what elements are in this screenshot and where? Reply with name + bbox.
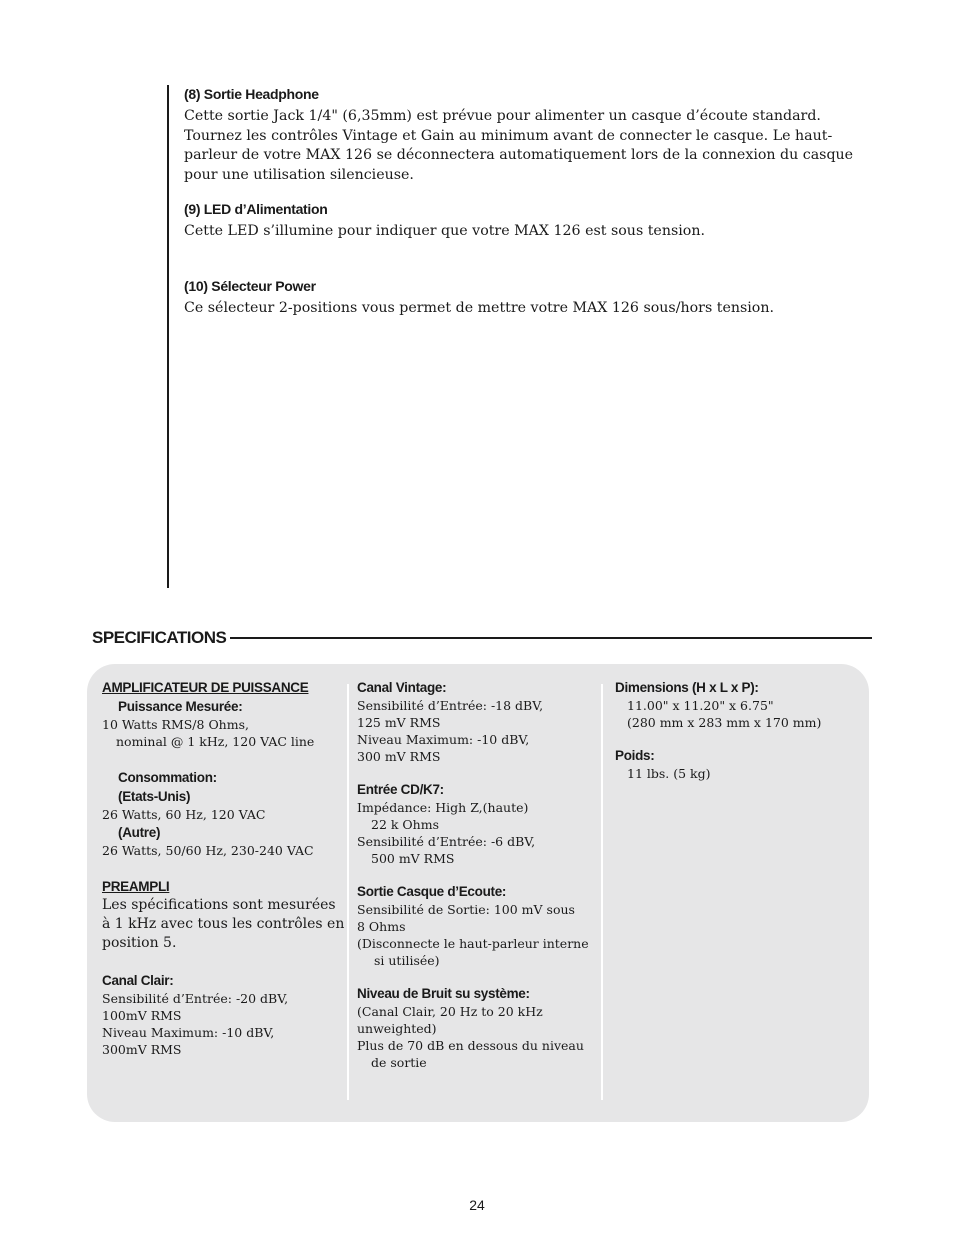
spec-label: Entrée CD/K7: xyxy=(357,782,444,797)
spec-value: Niveau Maximum: -10 dBV, xyxy=(102,1025,275,1040)
feature-text: Cette sortie Jack 1/4" (6,35mm) est prévue pour alimenter un casque d’écoute standard. Tournez les contrôles Vintage et Gain au minimum avant de connecter le casque. Le haut-parleur de votre MAX 126 se déconnectera automatiquement lors de la connexion du casque pour une utilisation silencieuse. xyxy=(184,108,854,183)
spec-label: Niveau de Bruit su système: xyxy=(357,986,530,1001)
section-title: PREAMPLI xyxy=(102,879,170,894)
spec-value: Impédance: High Z,(haute) xyxy=(357,800,529,815)
spec-value: (Canal Clair, 20 Hz to 20 kHz xyxy=(357,1004,543,1019)
spec-label: Poids: xyxy=(615,748,655,763)
spec-value: Sensibilité d’Entrée: -20 dBV, xyxy=(102,991,289,1006)
spec-value: 8 Ohms xyxy=(357,919,406,934)
spec-value: 100mV RMS xyxy=(102,1008,182,1023)
feature-title: (10) Sélecteur Power xyxy=(184,278,316,294)
spec-label: (Etats-Unis) xyxy=(118,789,191,804)
feature-headphone-output xyxy=(184,86,874,185)
feature-title: (9) LED d’Alimentation xyxy=(184,201,328,217)
spec-value: 300 mV RMS xyxy=(357,749,441,764)
spec-value: si utilisée) xyxy=(374,953,440,968)
spec-value: 22 k Ohms xyxy=(371,817,439,832)
spec-value: nominal @ 1 kHz, 120 VAC line xyxy=(116,734,315,749)
spec-label: (Autre) xyxy=(118,825,161,840)
spec-label: Sortie Casque d’Ecoute: xyxy=(357,884,507,899)
spec-value: (Disconnecte le haut-parleur interne xyxy=(357,936,589,951)
spec-value: (280 mm x 283 mm x 170 mm) xyxy=(627,715,822,730)
spec-value: 26 Watts, 50/60 Hz, 230-240 VAC xyxy=(102,843,314,858)
spec-label: Puissance Mesurée: xyxy=(118,699,243,714)
spec-column-2 xyxy=(357,678,597,1071)
spec-value: de sortie xyxy=(371,1055,427,1070)
spec-value: Sensibilité d’Entrée: -18 dBV, xyxy=(357,698,544,713)
spec-value: 11.00" x 11.20" x 6.75" xyxy=(627,698,774,713)
spec-value: Niveau Maximum: -10 dBV, xyxy=(357,732,530,747)
specifications-panel xyxy=(87,664,869,1122)
feature-power-switch xyxy=(184,278,774,319)
section-text: Les spécifications sont mesurées à 1 kHz avec tous les contrôles en position 5. xyxy=(102,897,345,951)
section-title: AMPLIFICATEUR DE PUISSANCE xyxy=(102,680,309,695)
spec-value: Plus de 70 dB en dessous du niveau xyxy=(357,1038,584,1053)
spec-value: unweighted) xyxy=(357,1021,437,1036)
margin-rule xyxy=(167,85,169,588)
specifications-title: SPECIFICATIONS xyxy=(92,628,227,647)
spec-value: 11 lbs. (5 kg) xyxy=(627,766,711,781)
spec-value: 125 mV RMS xyxy=(357,715,441,730)
spec-label: Consommation: xyxy=(118,770,217,785)
spec-value: Sensibilité de Sortie: 100 mV sous xyxy=(357,902,575,917)
specifications-header xyxy=(92,626,872,650)
page-number: 24 xyxy=(469,1197,485,1213)
spec-label: Canal Clair: xyxy=(102,973,174,988)
feature-title: (8) Sortie Headphone xyxy=(184,86,319,102)
feature-power-led xyxy=(184,201,705,242)
spec-label: Canal Vintage: xyxy=(357,680,447,695)
spec-value: 10 Watts RMS/8 Ohms, xyxy=(102,717,249,732)
feature-text: Ce sélecteur 2-positions vous permet de mettre votre MAX 126 sous/hors tension. xyxy=(184,300,774,316)
spec-value: 26 Watts, 60 Hz, 120 VAC xyxy=(102,807,266,822)
header-rule xyxy=(230,637,872,639)
spec-column-3 xyxy=(615,678,855,782)
column-divider xyxy=(601,684,603,1100)
spec-label: Dimensions (H x L x P): xyxy=(615,680,759,695)
column-divider xyxy=(347,684,349,1100)
spec-value: Sensibilité d’Entrée: -6 dBV, xyxy=(357,834,536,849)
spec-column-1 xyxy=(102,678,347,1058)
spec-value: 500 mV RMS xyxy=(371,851,455,866)
spec-value: 300mV RMS xyxy=(102,1042,182,1057)
feature-text: Cette LED s’illumine pour indiquer que votre MAX 126 est sous tension. xyxy=(184,223,705,239)
